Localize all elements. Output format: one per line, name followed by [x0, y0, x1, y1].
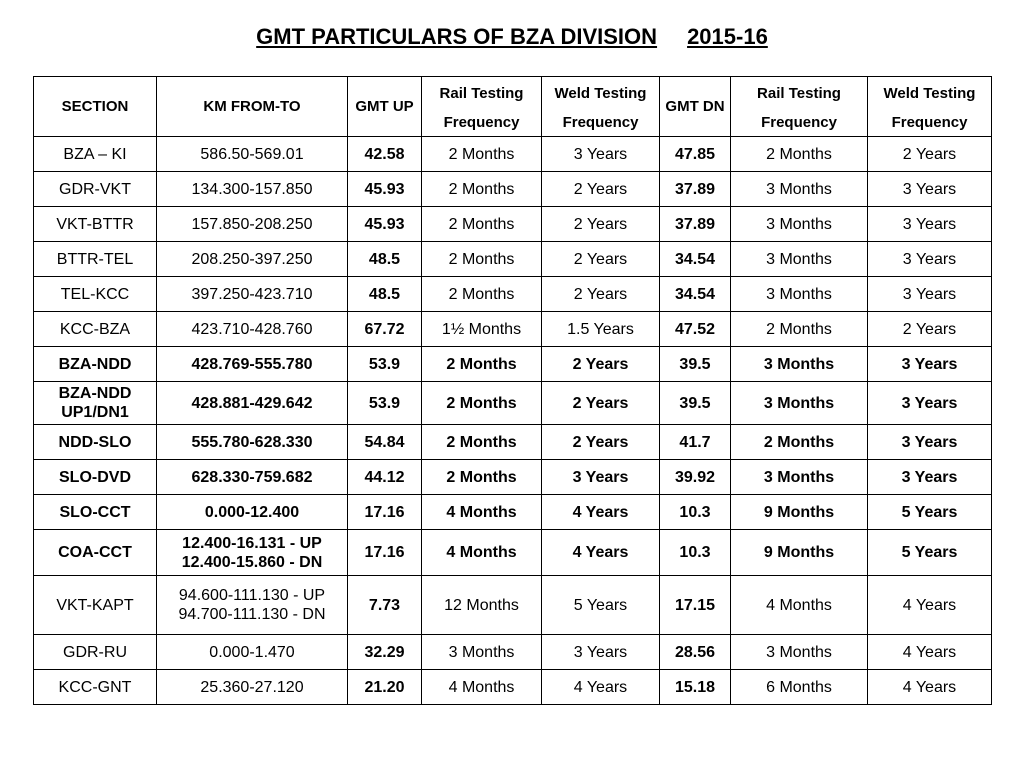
cell-km: 0.000-1.470	[157, 635, 348, 670]
cell-rail-dn: 3 Months	[731, 242, 868, 277]
cell-rail-up: 4 Months	[422, 670, 542, 705]
cell-rail-dn: 4 Months	[731, 576, 868, 635]
cell-section: KCC-GNT	[34, 670, 157, 705]
cell-weld-dn: 3 Years	[868, 425, 992, 460]
table-row	[34, 530, 992, 576]
cell-km: 0.000-12.400	[157, 495, 348, 530]
cell-rail-dn: 2 Months	[731, 137, 868, 172]
cell-weld-dn: 3 Years	[868, 460, 992, 495]
table-row	[34, 576, 992, 635]
cell-weld-up: 4 Years	[542, 495, 660, 530]
title-main: GMT PARTICULARS OF BZA DIVISION	[256, 24, 658, 49]
cell-rail-up: 2 Months	[422, 207, 542, 242]
table-row	[34, 425, 992, 460]
cell-rail-dn: 3 Months	[731, 382, 868, 425]
cell-rail-up: 4 Months	[422, 530, 542, 576]
cell-gmt-up: 48.5	[348, 242, 422, 277]
table-row	[34, 670, 992, 705]
header-km: KM FROM-TO	[157, 77, 348, 137]
cell-gmt-up: 17.16	[348, 530, 422, 576]
cell-gmt-dn: 47.52	[660, 312, 731, 347]
cell-weld-dn: 3 Years	[868, 207, 992, 242]
cell-km: 397.250-423.710	[157, 277, 348, 312]
cell-gmt-dn: 34.54	[660, 277, 731, 312]
cell-km: 586.50-569.01	[157, 137, 348, 172]
cell-weld-dn: 5 Years	[868, 530, 992, 576]
cell-gmt-dn: 17.15	[660, 576, 731, 635]
cell-gmt-up: 48.5	[348, 277, 422, 312]
cell-gmt-up: 7.73	[348, 576, 422, 635]
cell-section: BZA – KI	[34, 137, 157, 172]
header-section: SECTION	[34, 77, 157, 137]
cell-gmt-dn: 34.54	[660, 242, 731, 277]
table-row	[34, 207, 992, 242]
cell-weld-dn: 3 Years	[868, 382, 992, 425]
cell-km: 134.300-157.850	[157, 172, 348, 207]
cell-km: 428.769-555.780	[157, 347, 348, 382]
table-row	[34, 635, 992, 670]
cell-section	[34, 382, 157, 425]
cell-gmt-up: 21.20	[348, 670, 422, 705]
cell-weld-up: 3 Years	[542, 635, 660, 670]
cell-rail-up: 2 Months	[422, 242, 542, 277]
cell-section: COA-CCT	[34, 530, 157, 576]
cell-weld-dn: 5 Years	[868, 495, 992, 530]
cell-km: 423.710-428.760	[157, 312, 348, 347]
cell-section-line-1: BZA-NDD	[58, 385, 132, 402]
cell-rail-up: 2 Months	[422, 277, 542, 312]
header-gmt-up: GMT UP	[348, 77, 422, 137]
cell-rail-dn: 3 Months	[731, 207, 868, 242]
cell-rail-up: 1½ Months	[422, 312, 542, 347]
cell-km: 157.850-208.250	[157, 207, 348, 242]
cell-section: GDR-RU	[34, 635, 157, 670]
cell-weld-dn: 3 Years	[868, 347, 992, 382]
cell-gmt-dn: 28.56	[660, 635, 731, 670]
cell-rail-up: 2 Months	[422, 382, 542, 425]
cell-weld-up: 2 Years	[542, 347, 660, 382]
cell-weld-dn: 4 Years	[868, 576, 992, 635]
cell-gmt-up: 45.93	[348, 172, 422, 207]
cell-rail-dn: 3 Months	[731, 277, 868, 312]
cell-weld-dn: 3 Years	[868, 242, 992, 277]
header-rail-testing-dn: Rail Testing	[731, 77, 868, 109]
cell-gmt-dn: 37.89	[660, 172, 731, 207]
page-title	[0, 24, 1024, 50]
table-row	[34, 137, 992, 172]
cell-section: VKT-BTTR	[34, 207, 157, 242]
cell-gmt-up: 17.16	[348, 495, 422, 530]
cell-weld-dn: 3 Years	[868, 172, 992, 207]
cell-gmt-dn: 10.3	[660, 495, 731, 530]
cell-rail-dn: 2 Months	[731, 312, 868, 347]
table-row	[34, 460, 992, 495]
cell-weld-up: 2 Years	[542, 277, 660, 312]
cell-rail-up: 12 Months	[422, 576, 542, 635]
cell-rail-up: 2 Months	[422, 347, 542, 382]
cell-km: 428.881-429.642	[157, 382, 348, 425]
gmt-table	[33, 76, 992, 705]
cell-gmt-dn: 39.92	[660, 460, 731, 495]
cell-section-line-2: UP1/DN1	[61, 404, 129, 421]
cell-weld-dn: 2 Years	[868, 137, 992, 172]
cell-weld-up: 3 Years	[542, 460, 660, 495]
cell-rail-up: 2 Months	[422, 137, 542, 172]
cell-km-line-1: 94.600-111.130 - UP	[178, 587, 326, 604]
header-weld-testing-dn: Weld Testing	[868, 77, 992, 109]
cell-km-line-1: 12.400-16.131 - UP	[182, 534, 322, 552]
cell-weld-up: 4 Years	[542, 670, 660, 705]
cell-gmt-up: 42.58	[348, 137, 422, 172]
cell-km	[157, 576, 348, 635]
cell-weld-dn: 3 Years	[868, 277, 992, 312]
cell-gmt-dn: 41.7	[660, 425, 731, 460]
table-row	[34, 347, 992, 382]
cell-gmt-up: 53.9	[348, 382, 422, 425]
table-row	[34, 312, 992, 347]
cell-km: 25.360-27.120	[157, 670, 348, 705]
cell-gmt-dn: 15.18	[660, 670, 731, 705]
header-weld-testing-up: Weld Testing	[542, 77, 660, 109]
cell-gmt-dn: 47.85	[660, 137, 731, 172]
cell-km	[157, 530, 348, 576]
cell-rail-dn: 3 Months	[731, 635, 868, 670]
cell-section: NDD-SLO	[34, 425, 157, 460]
cell-weld-dn: 4 Years	[868, 635, 992, 670]
header-rail-testing-up: Rail Testing	[422, 77, 542, 109]
cell-section: VKT-KAPT	[34, 576, 157, 635]
cell-rail-up: 2 Months	[422, 172, 542, 207]
cell-km: 208.250-397.250	[157, 242, 348, 277]
cell-weld-up: 2 Years	[542, 382, 660, 425]
cell-section: BTTR-TEL	[34, 242, 157, 277]
header-frequency: Frequency	[542, 109, 660, 137]
cell-rail-up: 4 Months	[422, 495, 542, 530]
cell-weld-up: 2 Years	[542, 242, 660, 277]
cell-rail-dn: 9 Months	[731, 495, 868, 530]
cell-rail-dn: 6 Months	[731, 670, 868, 705]
cell-weld-up: 1.5 Years	[542, 312, 660, 347]
cell-km-line-2: 12.400-15.860 - DN	[181, 553, 323, 571]
header-gmt-dn: GMT DN	[660, 77, 731, 137]
header-frequency: Frequency	[731, 109, 868, 137]
cell-weld-up: 2 Years	[542, 172, 660, 207]
cell-weld-up: 4 Years	[542, 530, 660, 576]
table-row	[34, 242, 992, 277]
cell-gmt-dn: 10.3	[660, 530, 731, 576]
cell-section: SLO-CCT	[34, 495, 157, 530]
cell-rail-dn: 2 Months	[731, 425, 868, 460]
cell-section: GDR-VKT	[34, 172, 157, 207]
cell-weld-up: 2 Years	[542, 207, 660, 242]
cell-gmt-up: 45.93	[348, 207, 422, 242]
cell-rail-dn: 3 Months	[731, 172, 868, 207]
cell-weld-up: 3 Years	[542, 137, 660, 172]
cell-gmt-up: 53.9	[348, 347, 422, 382]
cell-gmt-dn: 39.5	[660, 347, 731, 382]
cell-rail-up: 2 Months	[422, 460, 542, 495]
cell-gmt-dn: 39.5	[660, 382, 731, 425]
cell-section: BZA-NDD	[34, 347, 157, 382]
title-year: 2015-16	[687, 24, 768, 49]
cell-weld-dn: 4 Years	[868, 670, 992, 705]
cell-rail-dn: 3 Months	[731, 460, 868, 495]
cell-gmt-up: 44.12	[348, 460, 422, 495]
cell-rail-up: 2 Months	[422, 425, 542, 460]
header-row-1	[34, 77, 992, 109]
cell-km: 555.780-628.330	[157, 425, 348, 460]
cell-gmt-up: 67.72	[348, 312, 422, 347]
cell-weld-dn: 2 Years	[868, 312, 992, 347]
header-frequency: Frequency	[868, 109, 992, 137]
cell-rail-dn: 3 Months	[731, 347, 868, 382]
cell-km-line-2: 94.700-111.130 - DN	[178, 606, 326, 623]
cell-weld-up: 2 Years	[542, 425, 660, 460]
cell-gmt-up: 54.84	[348, 425, 422, 460]
cell-weld-up: 5 Years	[542, 576, 660, 635]
cell-gmt-up: 32.29	[348, 635, 422, 670]
table-row	[34, 172, 992, 207]
cell-section: KCC-BZA	[34, 312, 157, 347]
table-row	[34, 495, 992, 530]
cell-km: 628.330-759.682	[157, 460, 348, 495]
table-row	[34, 277, 992, 312]
cell-section: SLO-DVD	[34, 460, 157, 495]
cell-gmt-dn: 37.89	[660, 207, 731, 242]
cell-rail-dn: 9 Months	[731, 530, 868, 576]
cell-rail-up: 3 Months	[422, 635, 542, 670]
table-row	[34, 382, 992, 425]
cell-section: TEL-KCC	[34, 277, 157, 312]
header-frequency: Frequency	[422, 109, 542, 137]
